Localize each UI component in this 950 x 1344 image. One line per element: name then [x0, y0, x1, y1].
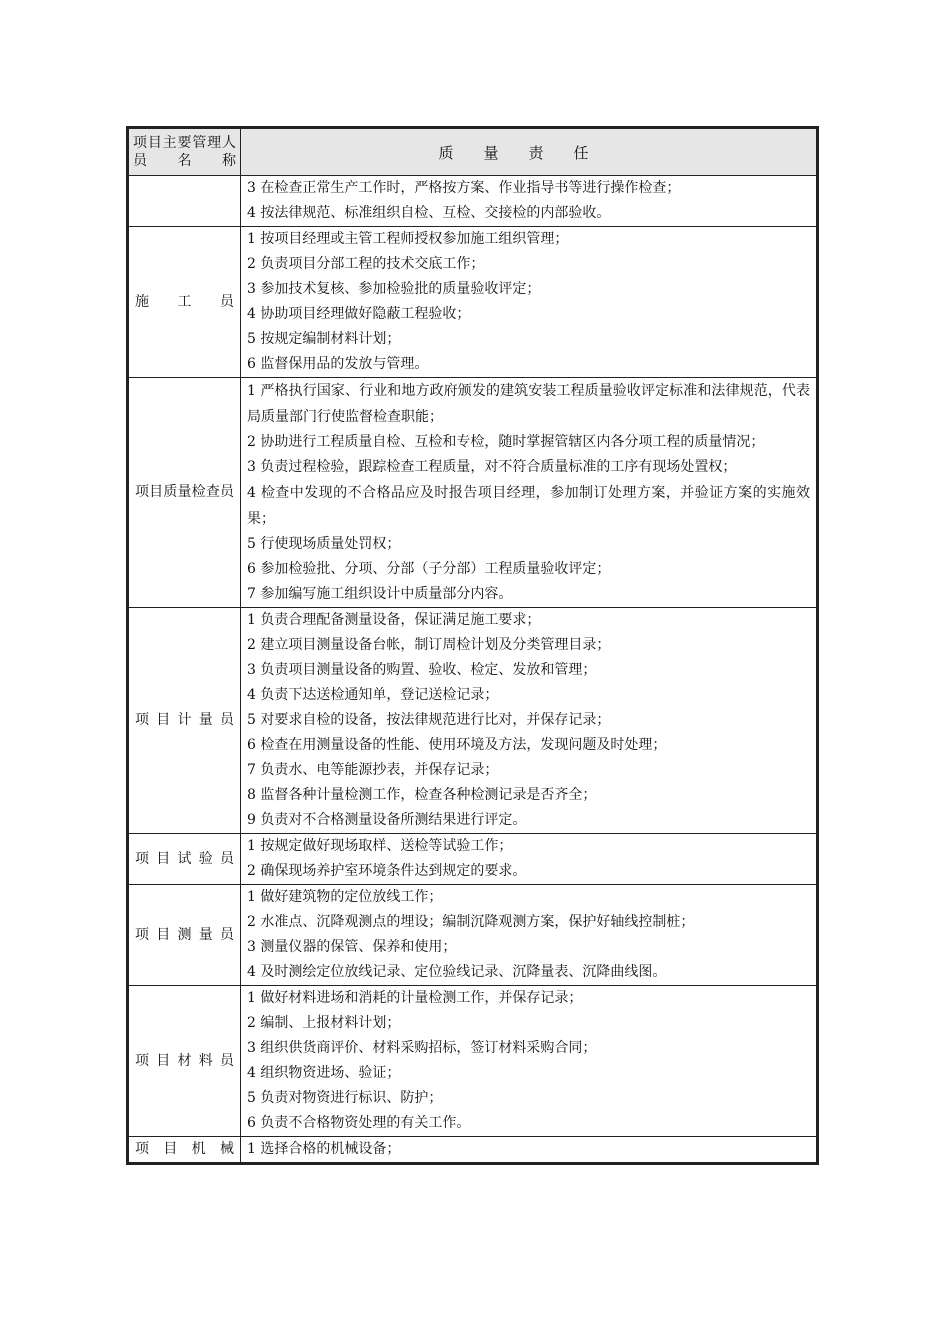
duty-item: 9 负责对不合格测量设备所测结果进行评定。 [247, 812, 527, 828]
duty-list [241, 608, 818, 834]
header-duty-column: 质量责任 [241, 128, 818, 176]
duty-item: 6 检查在用测量设备的性能、使用环境及方法，发现问题及时处理； [247, 737, 667, 753]
duty-item: 1 按项目经理或主管工程师授权参加施工组织管理； [247, 231, 569, 247]
table-row [128, 378, 818, 608]
duty-item: 2 编制、上报材料计划； [247, 1015, 401, 1031]
duty-list [241, 378, 818, 608]
quality-responsibility-table [126, 126, 819, 1165]
duty-list [241, 227, 818, 378]
role-name: 项目机械 [128, 1137, 241, 1164]
duty-item: 3 测量仪器的保管、保养和使用； [247, 939, 457, 955]
duty-item: 3 组织供货商评价、材料采购招标，签订材料采购合同； [247, 1040, 597, 1056]
duty-item: 4 检查中发现的不合格品应及时报告项目经理，参加制订处理方案，并验证方案的实施效果； [247, 485, 810, 527]
role-name: 项目质量检查员 [128, 378, 241, 608]
duty-item: 8 监督各种计量检测工作，检查各种检测记录是否齐全； [247, 787, 597, 803]
duty-item: 6 监督保用品的发放与管理。 [247, 356, 429, 372]
duty-list [241, 176, 818, 227]
duty-item: 5 对要求自检的设备，按法律规范进行比对，并保存记录； [247, 712, 611, 728]
duty-item: 7 参加编写施工组织设计中质量部分内容。 [247, 586, 513, 602]
role-name: 项目计量员 [128, 608, 241, 834]
duty-item: 2 水准点、沉降观测点的埋设；编制沉降观测方案，保护好轴线控制桩； [247, 914, 695, 930]
duty-item: 4 协助项目经理做好隐蔽工程验收； [247, 306, 471, 322]
duty-item: 4 组织物资进场、验证； [247, 1065, 401, 1081]
role-name [128, 176, 241, 227]
duty-item: 2 负责项目分部工程的技术交底工作； [247, 256, 485, 272]
duty-item: 2 确保现场养护室环境条件达到规定的要求。 [247, 863, 527, 879]
role-name: 项目测量员 [128, 885, 241, 986]
table-row [128, 176, 818, 227]
duty-item: 5 负责对物资进行标识、防护； [247, 1090, 443, 1106]
duty-item: 4 及时测绘定位放线记录、定位验线记录、沉降量表、沉降曲线图。 [247, 964, 667, 980]
duty-item: 5 行使现场质量处罚权； [247, 536, 401, 552]
duty-item: 1 按规定做好现场取样、送检等试验工作； [247, 838, 513, 854]
duty-item: 1 严格执行国家、行业和地方政府颁发的建筑安装工程质量验收评定标准和法律规范，代表局质量部门行使监督检查职能； [247, 383, 810, 425]
duty-item: 1 做好建筑物的定位放线工作； [247, 889, 443, 905]
duty-item: 4 负责下达送检通知单，登记送检记录； [247, 687, 499, 703]
table-row [128, 608, 818, 834]
header-role-column: 项目主要管理人员名称 [128, 128, 241, 176]
role-name: 项目试验员 [128, 834, 241, 885]
duty-item: 2 协助进行工程质量自检、互检和专检，随时掌握管辖区内各分项工程的质量情况； [247, 434, 765, 450]
duty-item: 3 在检查正常生产工作时，严格按方案、作业指导书等进行操作检查； [247, 180, 681, 196]
table-row [128, 1137, 818, 1164]
table-row [128, 227, 818, 378]
table-header-row [128, 128, 818, 176]
table-row [128, 986, 818, 1137]
duty-list [241, 986, 818, 1137]
duty-list [241, 1137, 818, 1164]
duty-item: 3 负责项目测量设备的购置、验收、检定、发放和管理； [247, 662, 597, 678]
table-row [128, 885, 818, 986]
duty-item: 4 按法律规范、标准组织自检、互检、交接检的内部验收。 [247, 205, 611, 221]
table-row [128, 834, 818, 885]
duty-item: 1 选择合格的机械设备； [247, 1141, 401, 1157]
duty-item: 1 负责合理配备测量设备，保证满足施工要求； [247, 612, 541, 628]
role-name: 项目材料员 [128, 986, 241, 1137]
duty-item: 7 负责水、电等能源抄表，并保存记录； [247, 762, 499, 778]
duty-item: 6 参加检验批、分项、分部（子分部）工程质量验收评定； [247, 561, 611, 577]
duty-item: 1 做好材料进场和消耗的计量检测工作，并保存记录； [247, 990, 583, 1006]
duty-item: 6 负责不合格物资处理的有关工作。 [247, 1115, 471, 1131]
role-name: 施 工 员 [128, 227, 241, 378]
duty-item: 3 负责过程检验，跟踪检查工程质量，对不符合质量标准的工序有现场处置权； [247, 459, 737, 475]
duty-list [241, 885, 818, 986]
duty-item: 5 按规定编制材料计划； [247, 331, 401, 347]
duty-item: 2 建立项目测量设备台帐，制订周检计划及分类管理目录； [247, 637, 611, 653]
duty-list [241, 834, 818, 885]
duty-item: 3 参加技术复核、参加检验批的质量验收评定； [247, 281, 541, 297]
